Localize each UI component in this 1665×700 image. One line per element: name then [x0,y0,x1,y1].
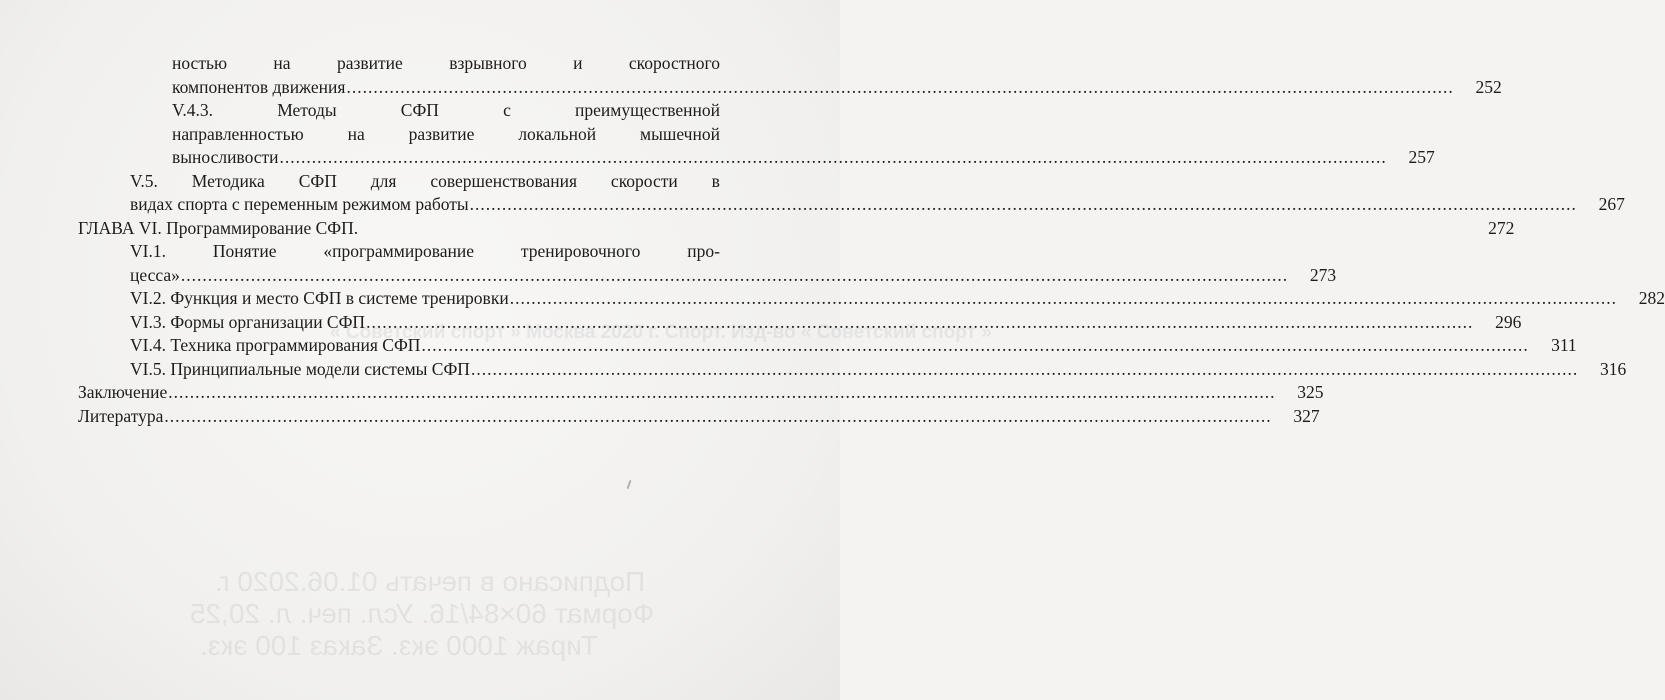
dot-leader [510,287,1617,311]
toc-entry-title: видах спорта с переменным режимом работы [130,194,469,214]
toc-entry [78,170,1625,217]
toc-entry-line: V.5. Методика СФП для совершенствования скорости в [130,170,720,191]
show-through-imprint-line: Формат 60×84/16. Усл. печ. л. 20,25 [190,598,655,629]
dot-leader [168,381,1275,405]
toc-entry-title: VI.5. Принципиальные модели системы СФП [130,358,470,379]
toc-page-number: 267 [1598,194,1625,214]
toc-entry-title: VI.3. Формы организации СФП [130,311,366,332]
toc-entry-title: Литература [78,405,164,426]
toc-entry-title: VI.2. Функция и место СФП в системе тренировки [130,288,509,308]
toc-entry-last-line [78,405,1320,429]
toc-entry-last-line [130,358,1627,382]
toc-entry-last-line [172,146,1435,170]
toc-entry-title: VI.4. Техника программирования СФП [130,335,421,355]
table-of-contents [78,52,1665,428]
toc-entry [78,358,1627,382]
toc-entry [78,240,1337,287]
toc-entry [78,405,1320,429]
toc-entry [78,99,1435,170]
toc-entry-last-line [130,287,1665,311]
toc-page-number: 316 [1599,358,1627,379]
toc-entry-last-line [78,217,1515,241]
toc-entry-line: VI.1. Понятие «программирование тренировочного про- [130,241,720,261]
toc-page-number: 272 [1488,217,1515,238]
toc-page-number: 296 [1495,311,1522,332]
toc-page-number: 325 [1297,382,1324,402]
toc-entry-title: ГЛАВА VI. Программирование СФП. [78,217,359,238]
toc-entry [78,381,1324,405]
toc-entry-line: направленностью на развитие локальной мышечной [172,123,720,144]
toc-page-number: 282 [1638,288,1665,308]
dot-leader [346,76,1453,100]
dot-leader [471,358,1578,382]
toc-page-number: 273 [1309,264,1337,285]
toc-entry [78,287,1665,311]
show-through-text: « Советский спорт » Москва 2020 г. Спорт. Изд-во « Советский спорт » [330,322,992,343]
toc-page-number: 257 [1408,147,1435,167]
toc-entry-title: компонентов движения [172,76,346,97]
toc-entry-last-line [130,193,1625,217]
toc-entry-line: ностью на развитие взрывного и скоростного [172,53,720,73]
toc-entry [78,52,1502,99]
toc-entry-last-line [172,76,1502,100]
toc-entry-last-line [130,264,1337,288]
toc-entry-title: выносливости [172,147,279,167]
toc-page-number: 252 [1475,76,1502,97]
paper-speck [627,480,632,489]
toc-entry-last-line [78,381,1324,405]
show-through-imprint-line: Подписано в печать 01.06.2020 г. [215,566,646,597]
toc-page-number: 327 [1293,405,1320,426]
toc-entry-line: V.4.3. Методы СФП с преимущественной [172,100,720,120]
toc-entry-title: Заключение [78,382,168,402]
dot-leader [280,146,1387,170]
dot-leader [470,193,1577,217]
toc-page-number: 311 [1551,335,1577,355]
dot-leader [164,405,1271,429]
toc-entry-title: цесса» [130,264,180,285]
toc-entry [78,217,1515,241]
dot-leader [181,264,1288,288]
show-through-imprint-line: Тираж 1000 экз. Заказ 100 экз. [200,630,598,661]
